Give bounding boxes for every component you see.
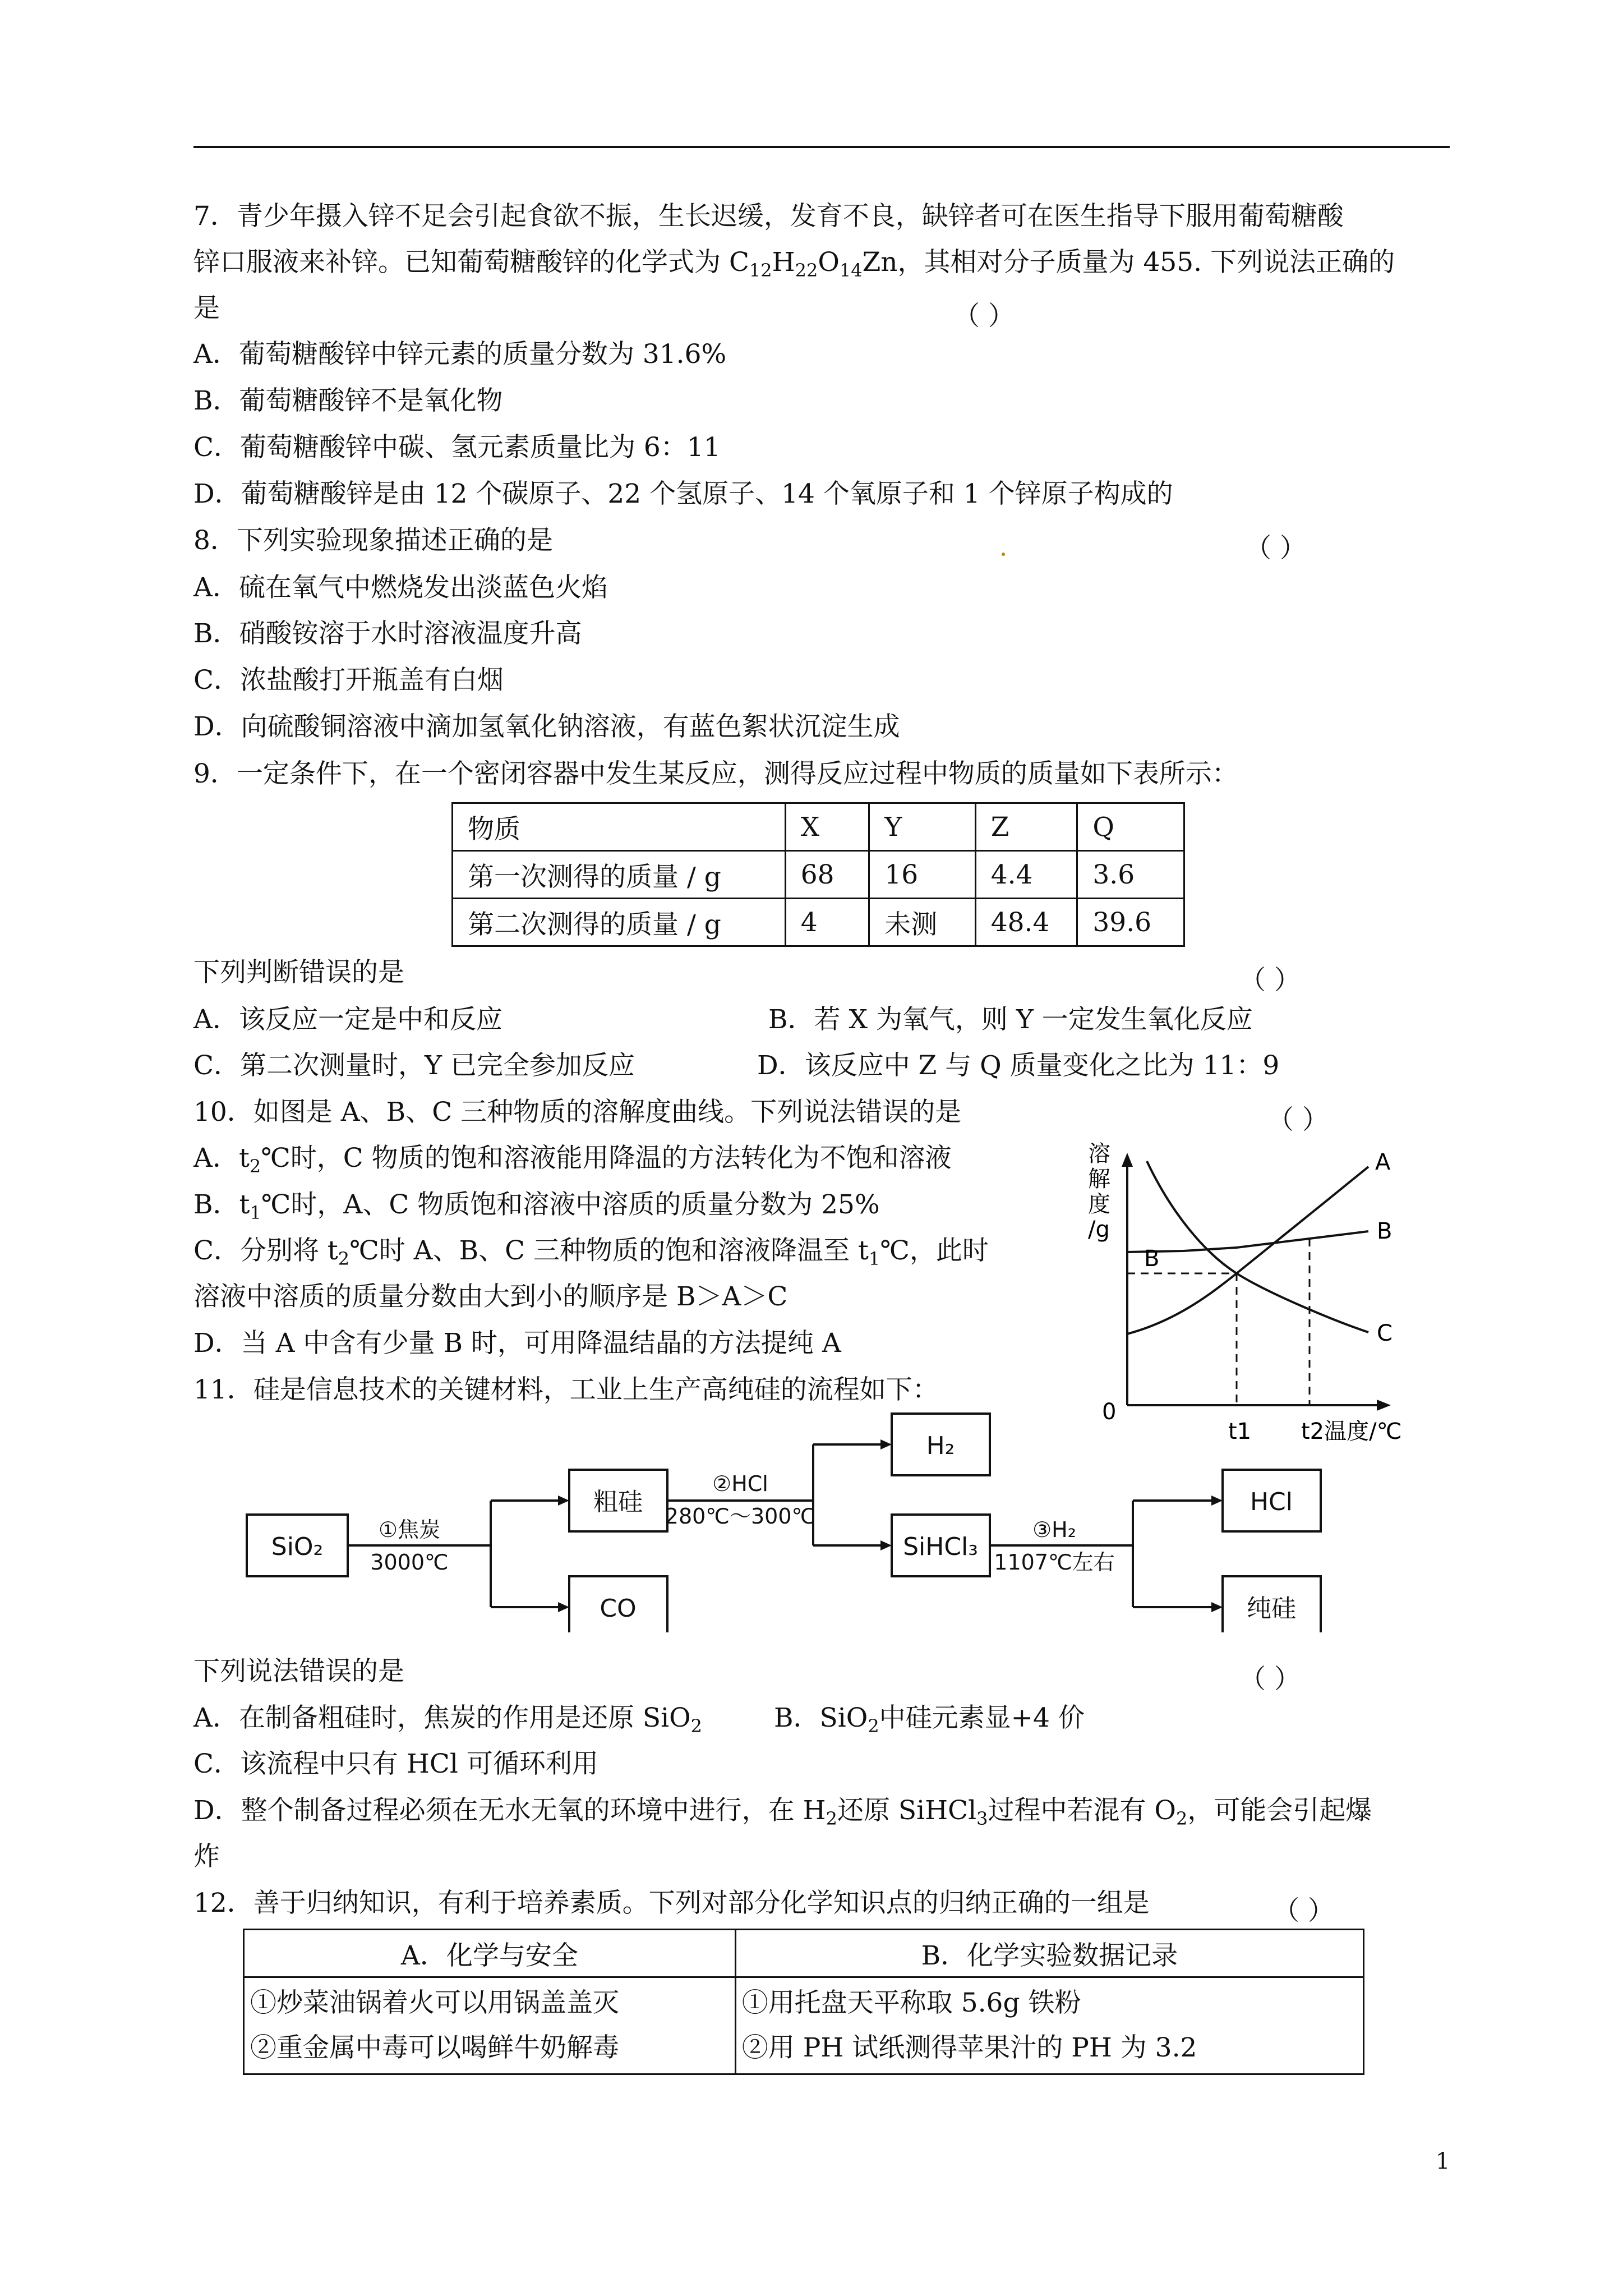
y-axis-title [1088, 1141, 1110, 1243]
y-axis-arrow [1122, 1153, 1133, 1167]
label-sihcl3: SiHCl₃ [903, 1533, 978, 1561]
table-cell: 4.4 [975, 851, 1077, 899]
stray-dot [1002, 553, 1005, 556]
table-cell: Z [975, 803, 1077, 851]
table-row [453, 803, 1184, 851]
curve-b [1127, 1231, 1368, 1252]
table-cell: 48.4 [975, 899, 1077, 946]
table-cell: Y [869, 803, 975, 851]
cell-a-line1: ①炒菜油锅着火可以用锅盖盖灭 [250, 1987, 619, 2018]
curve-label-c: C [1377, 1320, 1393, 1346]
table-cell: 第二次测得的质量 / g [453, 899, 786, 946]
q9-answer-paren: （ ） [1239, 965, 1301, 996]
chart-curves [1127, 1161, 1368, 1334]
page-number: 1 [1436, 2148, 1450, 2174]
curve-c [1147, 1161, 1368, 1332]
curve-label-b: B [1377, 1218, 1393, 1244]
q7-option-d: D．葡萄糖酸锌是由 12 个碳原子、22 个氢原子、14 个氧原子和 1 个锌原子构成的 [193, 478, 1173, 509]
table-cell: 第一次测得的质量 / g [453, 851, 786, 899]
q9-option-c: C．第二次测量时，Y 已完全参加反应 [193, 1050, 635, 1081]
q8-stem: 8．下列实验现象描述正确的是 [193, 525, 553, 556]
label-co: CO [600, 1594, 637, 1623]
q8-option-a: A．硫在氧气中燃烧发出淡蓝色火焰 [193, 572, 608, 603]
q7-option-b: B．葡萄糖酸锌不是氧化物 [193, 385, 503, 416]
q10-option-b: B．$t_1℃$时，A、C 物质饱和溶液中溶质的质量分数为 25% [193, 1189, 880, 1223]
q11-stem: 11．硅是信息技术的关键材料，工业上生产高纯硅的流程如下： [193, 1374, 939, 1405]
table-row [453, 851, 1184, 899]
q9-judge: 下列判断错误的是 [193, 957, 404, 988]
label-sio2: SiO₂ [271, 1533, 324, 1561]
table-cell-a [244, 1977, 736, 2074]
label-crude-silicon: 粗硅 [593, 1488, 643, 1516]
q9-option-b: B．若 X 为氧气，则 Y 一定发生氧化反应 [768, 1004, 1253, 1035]
q9-option-d: D．该反应中 Z 与 Q 质量变化之比为 11：9 [757, 1050, 1280, 1081]
label-origin: 0 [1102, 1399, 1117, 1425]
q10-option-d: D．当 A 中含有少量 B 时，可用降温结晶的方法提纯 A [193, 1328, 841, 1359]
cell-b-line1: ①用托盘天平称取 5.6g 铁粉 [741, 1987, 1081, 2018]
table-head-b: B．化学实验数据记录 [735, 1930, 1363, 1977]
q12-summary-table [243, 1929, 1364, 2075]
q7-option-a: A．葡萄糖酸锌中锌元素的质量分数为 31.6% [193, 339, 727, 370]
q12-answer-paren: （ ） [1273, 1895, 1334, 1926]
header-rule [193, 146, 1450, 148]
table-row [244, 1930, 1364, 1977]
curve-label-a: A [1375, 1149, 1391, 1175]
q11-option-a: A．在制备粗硅时，焦炭的作用是还原 SiO$_2$ [193, 1703, 703, 1737]
x-axis-arrow [1377, 1400, 1391, 1411]
label-temp1: 3000℃ [370, 1550, 449, 1575]
table-cell: 16 [869, 851, 975, 899]
label-h2: H₂ [926, 1432, 955, 1460]
table-row [453, 899, 1184, 946]
q8-option-c: C．浓盐酸打开瓶盖有白烟 [193, 665, 504, 696]
table-cell: Q [1077, 803, 1184, 851]
table-cell: 4 [785, 899, 869, 946]
q8-option-b: B．硝酸铵溶于水时溶液温度升高 [193, 618, 582, 649]
q11-option-b: B．SiO$_2$中硅元素显+4 价 [774, 1703, 1085, 1737]
q8-option-d: D．向硫酸铜溶液中滴加氢氧化钠溶液，有蓝色絮状沉淀生成 [193, 711, 900, 742]
label-step3: ③H₂ [1032, 1517, 1076, 1542]
q9-stem: 9．一定条件下，在一个密闭容器中发生某反应，测得反应过程中物质的质量如下表所示： [193, 758, 1238, 789]
label-tick-25: B [1144, 1246, 1160, 1272]
table-cell: 未测 [869, 899, 975, 946]
q8-answer-paren: （ ） [1245, 533, 1306, 564]
q11-option-d: D．整个制备过程必须在无水无氧的环境中进行，在 $H_2$还原 SiHCl$_3$过程中若混有 $O_2$，可能会引起爆 [193, 1795, 1372, 1829]
q11-judge: 下列说法错误的是 [193, 1656, 404, 1687]
q11-answer-paren: （ ） [1239, 1664, 1301, 1695]
y-title-char-2: 解 [1088, 1166, 1110, 1192]
q7-stem-line1: 7．青少年摄入锌不足会引起食欲不振，生长迟缓，发育不良，缺锌者可在医生指导下服用葡萄糖酸 [193, 201, 1344, 232]
q9-mass-table [451, 802, 1185, 947]
q10-option-a: A．$t_2℃$时，C 物质的饱和溶液能用降温的方法转化为不饱和溶液 [193, 1143, 952, 1177]
q7-answer-paren: （ ） [953, 301, 1015, 332]
label-temp2: 280℃～300℃ [665, 1504, 816, 1529]
q10-option-c: C．分别将 $t_2℃$时 A、B、C 三种物质的饱和溶液降温至 $t_1℃$，此时 [193, 1235, 989, 1269]
q11-option-d-line2: 炸 [193, 1841, 220, 1872]
table-cell: 39.6 [1077, 899, 1184, 946]
table-cell: X [785, 803, 869, 851]
cell-b-line2: ②用 PH 试纸测得苹果汁的 PH 为 3.2 [741, 2032, 1197, 2063]
table-cell: 3.6 [1077, 851, 1184, 899]
label-step1: ①焦炭 [378, 1517, 441, 1542]
silicon-flow-diagram [236, 1408, 1357, 1632]
y-title-char-1: 溶 [1088, 1141, 1110, 1167]
q12-stem: 12．善于归纳知识，有利于培养素质。下列对部分化学知识点的归纳正确的一组是 [193, 1888, 1150, 1918]
q7-stem-line2: 锌口服液来补锌。已知葡萄糖酸锌的化学式为 $C_{12}H_{22}O_{14}Zn$，其相对分子质量为 455. 下列说法正确的 [193, 247, 1395, 281]
table-head-a: A．化学与安全 [244, 1930, 736, 1977]
q10-option-c-line2: 溶液中溶质的质量分数由大到小的顺序是 B＞A＞C [193, 1281, 788, 1312]
solubility-chart [1054, 1136, 1413, 1450]
label-step2: ②HCl [712, 1471, 768, 1496]
q10-stem: 10．如图是 A、B、C 三种物质的溶解度曲线。下列说法错误的是 [193, 1097, 962, 1128]
table-cell: 68 [785, 851, 869, 899]
y-title-char-3: 度 [1088, 1191, 1110, 1217]
q11-option-c: C．该流程中只有 HCl 可循环利用 [193, 1749, 598, 1779]
q7-option-c: C．葡萄糖酸锌中碳、氢元素质量比为 6：11 [193, 432, 721, 463]
label-t1: t1 [1228, 1419, 1252, 1444]
table-cell-b [735, 1977, 1363, 2074]
label-t2: t2温度/℃ [1301, 1419, 1402, 1444]
label-hcl: HCl [1249, 1488, 1293, 1516]
label-pure-silicon: 纯硅 [1247, 1594, 1296, 1623]
label-temp3: 1107℃左右 [994, 1550, 1115, 1575]
q9-option-a: A．该反应一定是中和反应 [193, 1004, 502, 1035]
cell-a-line2: ②重金属中毒可以喝鲜牛奶解毒 [250, 2032, 619, 2063]
table-row [244, 1977, 1364, 2074]
y-title-char-4: /g [1088, 1217, 1110, 1243]
q7-stem-line3: 是 [193, 293, 220, 324]
q10-answer-paren: （ ） [1267, 1105, 1329, 1135]
table-cell: 物质 [453, 803, 786, 851]
